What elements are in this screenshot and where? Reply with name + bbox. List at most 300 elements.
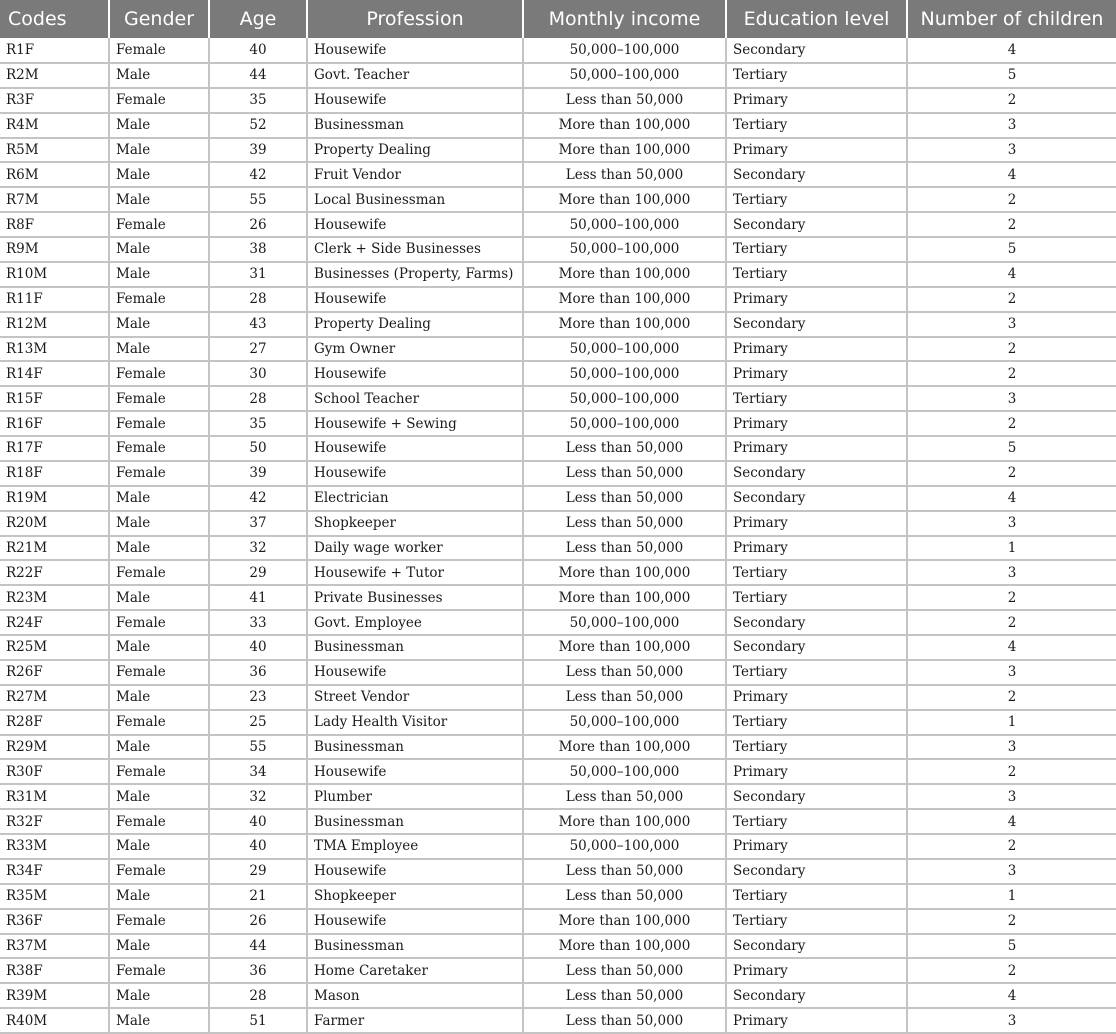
cell-gender: Female xyxy=(109,38,209,63)
cell-number-of-children: 1 xyxy=(907,710,1116,735)
cell-monthly-income: Less than 50,000 xyxy=(523,685,726,710)
cell-number-of-children: 3 xyxy=(907,560,1116,585)
cell-age: 43 xyxy=(209,312,307,337)
cell-codes: R21M xyxy=(0,536,109,561)
cell-profession: Electrician xyxy=(307,486,523,511)
cell-profession: Businesses (Property, Farms) xyxy=(307,262,523,287)
table-row xyxy=(0,262,1116,287)
cell-profession: Fruit Vendor xyxy=(307,162,523,187)
cell-monthly-income: More than 100,000 xyxy=(523,312,726,337)
cell-codes: R28F xyxy=(0,710,109,735)
cell-codes: R13M xyxy=(0,337,109,362)
cell-number-of-children: 2 xyxy=(907,212,1116,237)
cell-monthly-income: More than 100,000 xyxy=(523,635,726,660)
cell-number-of-children: 3 xyxy=(907,138,1116,163)
column-header-education-level: Education level xyxy=(726,0,907,38)
cell-monthly-income: Less than 50,000 xyxy=(523,983,726,1008)
cell-education-level: Primary xyxy=(726,834,907,859)
cell-profession: Housewife xyxy=(307,287,523,312)
table-row xyxy=(0,759,1116,784)
cell-monthly-income: More than 100,000 xyxy=(523,909,726,934)
cell-age: 34 xyxy=(209,759,307,784)
cell-monthly-income: Less than 50,000 xyxy=(523,660,726,685)
cell-education-level: Tertiary xyxy=(726,735,907,760)
cell-gender: Male xyxy=(109,834,209,859)
cell-number-of-children: 3 xyxy=(907,312,1116,337)
cell-gender: Male xyxy=(109,337,209,362)
cell-profession: Housewife xyxy=(307,436,523,461)
cell-profession: Housewife xyxy=(307,461,523,486)
cell-monthly-income: Less than 50,000 xyxy=(523,859,726,884)
cell-profession: School Teacher xyxy=(307,386,523,411)
cell-codes: R33M xyxy=(0,834,109,859)
cell-age: 55 xyxy=(209,187,307,212)
cell-gender: Female xyxy=(109,660,209,685)
cell-profession: Govt. Employee xyxy=(307,610,523,635)
cell-number-of-children: 3 xyxy=(907,113,1116,138)
cell-gender: Female xyxy=(109,560,209,585)
cell-gender: Male xyxy=(109,635,209,660)
cell-codes: R36F xyxy=(0,909,109,934)
cell-gender: Female xyxy=(109,386,209,411)
table-row xyxy=(0,113,1116,138)
table-row xyxy=(0,312,1116,337)
cell-education-level: Secondary xyxy=(726,983,907,1008)
cell-number-of-children: 2 xyxy=(907,610,1116,635)
column-header-monthly-income: Monthly income xyxy=(523,0,726,38)
cell-gender: Female xyxy=(109,436,209,461)
cell-gender: Female xyxy=(109,88,209,113)
table-row xyxy=(0,511,1116,536)
cell-profession: Farmer xyxy=(307,1008,523,1033)
cell-age: 35 xyxy=(209,88,307,113)
cell-number-of-children: 2 xyxy=(907,411,1116,436)
cell-education-level: Primary xyxy=(726,411,907,436)
cell-number-of-children: 5 xyxy=(907,934,1116,959)
cell-number-of-children: 2 xyxy=(907,361,1116,386)
cell-education-level: Primary xyxy=(726,536,907,561)
cell-monthly-income: 50,000–100,000 xyxy=(523,834,726,859)
cell-age: 37 xyxy=(209,511,307,536)
cell-monthly-income: More than 100,000 xyxy=(523,287,726,312)
table-header xyxy=(0,0,1116,38)
cell-age: 39 xyxy=(209,138,307,163)
cell-monthly-income: 50,000–100,000 xyxy=(523,237,726,262)
cell-codes: R12M xyxy=(0,312,109,337)
table-row xyxy=(0,237,1116,262)
cell-gender: Male xyxy=(109,685,209,710)
cell-number-of-children: 2 xyxy=(907,958,1116,983)
cell-monthly-income: 50,000–100,000 xyxy=(523,386,726,411)
cell-age: 40 xyxy=(209,635,307,660)
cell-profession: Housewife xyxy=(307,909,523,934)
cell-age: 38 xyxy=(209,237,307,262)
table-row xyxy=(0,461,1116,486)
cell-age: 35 xyxy=(209,411,307,436)
cell-education-level: Tertiary xyxy=(726,113,907,138)
cell-gender: Female xyxy=(109,809,209,834)
cell-profession: Govt. Teacher xyxy=(307,63,523,88)
table-row xyxy=(0,784,1116,809)
cell-number-of-children: 3 xyxy=(907,386,1116,411)
cell-age: 27 xyxy=(209,337,307,362)
cell-age: 40 xyxy=(209,38,307,63)
cell-codes: R17F xyxy=(0,436,109,461)
cell-codes: R16F xyxy=(0,411,109,436)
cell-education-level: Secondary xyxy=(726,610,907,635)
cell-number-of-children: 3 xyxy=(907,660,1116,685)
cell-monthly-income: More than 100,000 xyxy=(523,809,726,834)
table-row xyxy=(0,884,1116,909)
cell-number-of-children: 4 xyxy=(907,635,1116,660)
cell-age: 36 xyxy=(209,958,307,983)
cell-number-of-children: 2 xyxy=(907,834,1116,859)
cell-codes: R26F xyxy=(0,660,109,685)
cell-education-level: Secondary xyxy=(726,312,907,337)
cell-profession: Property Dealing xyxy=(307,312,523,337)
cell-education-level: Tertiary xyxy=(726,660,907,685)
cell-education-level: Secondary xyxy=(726,162,907,187)
cell-age: 28 xyxy=(209,287,307,312)
cell-profession: Daily wage worker xyxy=(307,536,523,561)
cell-education-level: Primary xyxy=(726,287,907,312)
cell-codes: R15F xyxy=(0,386,109,411)
cell-codes: R9M xyxy=(0,237,109,262)
cell-number-of-children: 2 xyxy=(907,685,1116,710)
table-row xyxy=(0,187,1116,212)
cell-profession: Housewife + Sewing xyxy=(307,411,523,436)
cell-codes: R18F xyxy=(0,461,109,486)
cell-age: 36 xyxy=(209,660,307,685)
cell-codes: R24F xyxy=(0,610,109,635)
cell-gender: Male xyxy=(109,585,209,610)
cell-monthly-income: Less than 50,000 xyxy=(523,486,726,511)
cell-codes: R22F xyxy=(0,560,109,585)
table-row xyxy=(0,1008,1116,1033)
cell-profession: Businessman xyxy=(307,635,523,660)
cell-age: 25 xyxy=(209,710,307,735)
cell-education-level: Secondary xyxy=(726,461,907,486)
cell-codes: R37M xyxy=(0,934,109,959)
cell-codes: R32F xyxy=(0,809,109,834)
cell-profession: Home Caretaker xyxy=(307,958,523,983)
cell-gender: Female xyxy=(109,909,209,934)
cell-number-of-children: 4 xyxy=(907,38,1116,63)
cell-codes: R25M xyxy=(0,635,109,660)
cell-monthly-income: More than 100,000 xyxy=(523,735,726,760)
cell-gender: Male xyxy=(109,187,209,212)
cell-education-level: Primary xyxy=(726,138,907,163)
cell-education-level: Primary xyxy=(726,88,907,113)
cell-education-level: Primary xyxy=(726,958,907,983)
cell-gender: Female xyxy=(109,411,209,436)
cell-gender: Male xyxy=(109,486,209,511)
cell-codes: R35M xyxy=(0,884,109,909)
cell-monthly-income: Less than 50,000 xyxy=(523,461,726,486)
cell-number-of-children: 3 xyxy=(907,1008,1116,1033)
cell-number-of-children: 2 xyxy=(907,187,1116,212)
table-row xyxy=(0,635,1116,660)
cell-age: 21 xyxy=(209,884,307,909)
cell-gender: Male xyxy=(109,784,209,809)
cell-profession: Housewife + Tutor xyxy=(307,560,523,585)
cell-age: 50 xyxy=(209,436,307,461)
cell-gender: Male xyxy=(109,511,209,536)
cell-education-level: Tertiary xyxy=(726,262,907,287)
cell-monthly-income: 50,000–100,000 xyxy=(523,610,726,635)
cell-monthly-income: More than 100,000 xyxy=(523,262,726,287)
cell-age: 32 xyxy=(209,536,307,561)
cell-age: 41 xyxy=(209,585,307,610)
cell-education-level: Tertiary xyxy=(726,560,907,585)
cell-gender: Male xyxy=(109,934,209,959)
table-row xyxy=(0,685,1116,710)
cell-monthly-income: 50,000–100,000 xyxy=(523,411,726,436)
cell-education-level: Tertiary xyxy=(726,809,907,834)
cell-age: 28 xyxy=(209,983,307,1008)
cell-number-of-children: 1 xyxy=(907,884,1116,909)
cell-education-level: Secondary xyxy=(726,635,907,660)
cell-profession: Property Dealing xyxy=(307,138,523,163)
cell-age: 42 xyxy=(209,162,307,187)
cell-gender: Male xyxy=(109,113,209,138)
cell-codes: R5M xyxy=(0,138,109,163)
cell-education-level: Tertiary xyxy=(726,909,907,934)
cell-profession: Gym Owner xyxy=(307,337,523,362)
cell-codes: R4M xyxy=(0,113,109,138)
column-header-codes: Codes xyxy=(0,0,109,38)
cell-profession: TMA Employee xyxy=(307,834,523,859)
cell-education-level: Secondary xyxy=(726,212,907,237)
cell-codes: R2M xyxy=(0,63,109,88)
table-row xyxy=(0,859,1116,884)
cell-gender: Female xyxy=(109,287,209,312)
cell-number-of-children: 2 xyxy=(907,337,1116,362)
cell-profession: Housewife xyxy=(307,38,523,63)
cell-education-level: Tertiary xyxy=(726,187,907,212)
cell-number-of-children: 5 xyxy=(907,237,1116,262)
column-header-profession: Profession xyxy=(307,0,523,38)
cell-profession: Street Vendor xyxy=(307,685,523,710)
cell-age: 39 xyxy=(209,461,307,486)
cell-number-of-children: 4 xyxy=(907,983,1116,1008)
table-row xyxy=(0,138,1116,163)
cell-monthly-income: 50,000–100,000 xyxy=(523,63,726,88)
cell-age: 33 xyxy=(209,610,307,635)
cell-education-level: Secondary xyxy=(726,38,907,63)
table-row xyxy=(0,386,1116,411)
cell-age: 44 xyxy=(209,934,307,959)
cell-monthly-income: More than 100,000 xyxy=(523,113,726,138)
cell-monthly-income: 50,000–100,000 xyxy=(523,759,726,784)
table-row xyxy=(0,436,1116,461)
cell-codes: R23M xyxy=(0,585,109,610)
table-row xyxy=(0,212,1116,237)
cell-education-level: Secondary xyxy=(726,859,907,884)
cell-gender: Female xyxy=(109,759,209,784)
cell-codes: R30F xyxy=(0,759,109,784)
table-row xyxy=(0,560,1116,585)
cell-monthly-income: Less than 50,000 xyxy=(523,511,726,536)
cell-gender: Female xyxy=(109,610,209,635)
cell-education-level: Primary xyxy=(726,511,907,536)
cell-gender: Female xyxy=(109,461,209,486)
table-row xyxy=(0,287,1116,312)
cell-age: 52 xyxy=(209,113,307,138)
cell-codes: R8F xyxy=(0,212,109,237)
table-row xyxy=(0,411,1116,436)
cell-profession: Clerk + Side Businesses xyxy=(307,237,523,262)
cell-number-of-children: 2 xyxy=(907,909,1116,934)
table-row xyxy=(0,361,1116,386)
cell-profession: Housewife xyxy=(307,361,523,386)
column-header-age: Age xyxy=(209,0,307,38)
cell-education-level: Tertiary xyxy=(726,710,907,735)
cell-number-of-children: 4 xyxy=(907,162,1116,187)
cell-codes: R6M xyxy=(0,162,109,187)
table-row xyxy=(0,809,1116,834)
cell-age: 30 xyxy=(209,361,307,386)
cell-profession: Shopkeeper xyxy=(307,511,523,536)
cell-number-of-children: 3 xyxy=(907,859,1116,884)
cell-monthly-income: More than 100,000 xyxy=(523,187,726,212)
cell-number-of-children: 3 xyxy=(907,735,1116,760)
cell-education-level: Tertiary xyxy=(726,237,907,262)
cell-profession: Housewife xyxy=(307,859,523,884)
cell-monthly-income: Less than 50,000 xyxy=(523,436,726,461)
cell-gender: Male xyxy=(109,63,209,88)
cell-monthly-income: 50,000–100,000 xyxy=(523,212,726,237)
cell-monthly-income: Less than 50,000 xyxy=(523,88,726,113)
cell-number-of-children: 2 xyxy=(907,759,1116,784)
cell-profession: Housewife xyxy=(307,759,523,784)
cell-education-level: Tertiary xyxy=(726,63,907,88)
cell-profession: Businessman xyxy=(307,934,523,959)
cell-monthly-income: Less than 50,000 xyxy=(523,884,726,909)
cell-codes: R27M xyxy=(0,685,109,710)
cell-codes: R20M xyxy=(0,511,109,536)
cell-number-of-children: 1 xyxy=(907,536,1116,561)
cell-education-level: Tertiary xyxy=(726,884,907,909)
cell-profession: Businessman xyxy=(307,809,523,834)
cell-number-of-children: 4 xyxy=(907,262,1116,287)
table-row xyxy=(0,63,1116,88)
cell-monthly-income: 50,000–100,000 xyxy=(523,361,726,386)
cell-number-of-children: 5 xyxy=(907,63,1116,88)
cell-gender: Male xyxy=(109,536,209,561)
cell-education-level: Primary xyxy=(726,759,907,784)
cell-monthly-income: Less than 50,000 xyxy=(523,784,726,809)
cell-profession: Lady Health Visitor xyxy=(307,710,523,735)
cell-monthly-income: More than 100,000 xyxy=(523,138,726,163)
cell-gender: Male xyxy=(109,312,209,337)
cell-gender: Male xyxy=(109,237,209,262)
cell-codes: R29M xyxy=(0,735,109,760)
cell-monthly-income: Less than 50,000 xyxy=(523,958,726,983)
cell-age: 55 xyxy=(209,735,307,760)
cell-education-level: Secondary xyxy=(726,486,907,511)
table-row xyxy=(0,536,1116,561)
cell-education-level: Tertiary xyxy=(726,585,907,610)
cell-codes: R31M xyxy=(0,784,109,809)
cell-number-of-children: 2 xyxy=(907,585,1116,610)
cell-codes: R19M xyxy=(0,486,109,511)
cell-number-of-children: 4 xyxy=(907,486,1116,511)
cell-education-level: Secondary xyxy=(726,934,907,959)
table-row xyxy=(0,162,1116,187)
cell-monthly-income: Less than 50,000 xyxy=(523,1008,726,1033)
table-row xyxy=(0,710,1116,735)
table-row xyxy=(0,660,1116,685)
cell-age: 28 xyxy=(209,386,307,411)
cell-profession: Plumber xyxy=(307,784,523,809)
cell-monthly-income: More than 100,000 xyxy=(523,560,726,585)
cell-codes: R7M xyxy=(0,187,109,212)
cell-age: 31 xyxy=(209,262,307,287)
table-row xyxy=(0,735,1116,760)
cell-gender: Female xyxy=(109,212,209,237)
cell-codes: R1F xyxy=(0,38,109,63)
table-row xyxy=(0,934,1116,959)
cell-monthly-income: 50,000–100,000 xyxy=(523,38,726,63)
cell-codes: R40M xyxy=(0,1008,109,1033)
table-row xyxy=(0,486,1116,511)
cell-monthly-income: Less than 50,000 xyxy=(523,162,726,187)
cell-age: 26 xyxy=(209,212,307,237)
cell-profession: Mason xyxy=(307,983,523,1008)
table-row xyxy=(0,337,1116,362)
cell-gender: Female xyxy=(109,361,209,386)
table-row xyxy=(0,958,1116,983)
cell-education-level: Primary xyxy=(726,685,907,710)
cell-profession: Housewife xyxy=(307,88,523,113)
cell-gender: Female xyxy=(109,710,209,735)
cell-profession: Housewife xyxy=(307,660,523,685)
cell-monthly-income: More than 100,000 xyxy=(523,934,726,959)
cell-age: 44 xyxy=(209,63,307,88)
cell-number-of-children: 2 xyxy=(907,287,1116,312)
cell-age: 23 xyxy=(209,685,307,710)
table-row xyxy=(0,585,1116,610)
cell-codes: R38F xyxy=(0,958,109,983)
column-header-number-of-children: Number of children xyxy=(907,0,1116,38)
table-row xyxy=(0,983,1116,1008)
cell-age: 51 xyxy=(209,1008,307,1033)
cell-profession: Shopkeeper xyxy=(307,884,523,909)
cell-gender: Male xyxy=(109,884,209,909)
cell-age: 42 xyxy=(209,486,307,511)
table-row xyxy=(0,610,1116,635)
cell-number-of-children: 3 xyxy=(907,511,1116,536)
cell-gender: Female xyxy=(109,859,209,884)
cell-monthly-income: 50,000–100,000 xyxy=(523,337,726,362)
cell-age: 26 xyxy=(209,909,307,934)
cell-gender: Male xyxy=(109,138,209,163)
cell-codes: R11F xyxy=(0,287,109,312)
cell-codes: R3F xyxy=(0,88,109,113)
cell-education-level: Tertiary xyxy=(726,386,907,411)
cell-number-of-children: 4 xyxy=(907,809,1116,834)
cell-education-level: Primary xyxy=(726,436,907,461)
cell-gender: Male xyxy=(109,262,209,287)
cell-codes: R10M xyxy=(0,262,109,287)
cell-codes: R14F xyxy=(0,361,109,386)
cell-gender: Male xyxy=(109,1008,209,1033)
cell-gender: Male xyxy=(109,735,209,760)
cell-gender: Female xyxy=(109,958,209,983)
cell-profession: Local Businessman xyxy=(307,187,523,212)
cell-age: 29 xyxy=(209,560,307,585)
